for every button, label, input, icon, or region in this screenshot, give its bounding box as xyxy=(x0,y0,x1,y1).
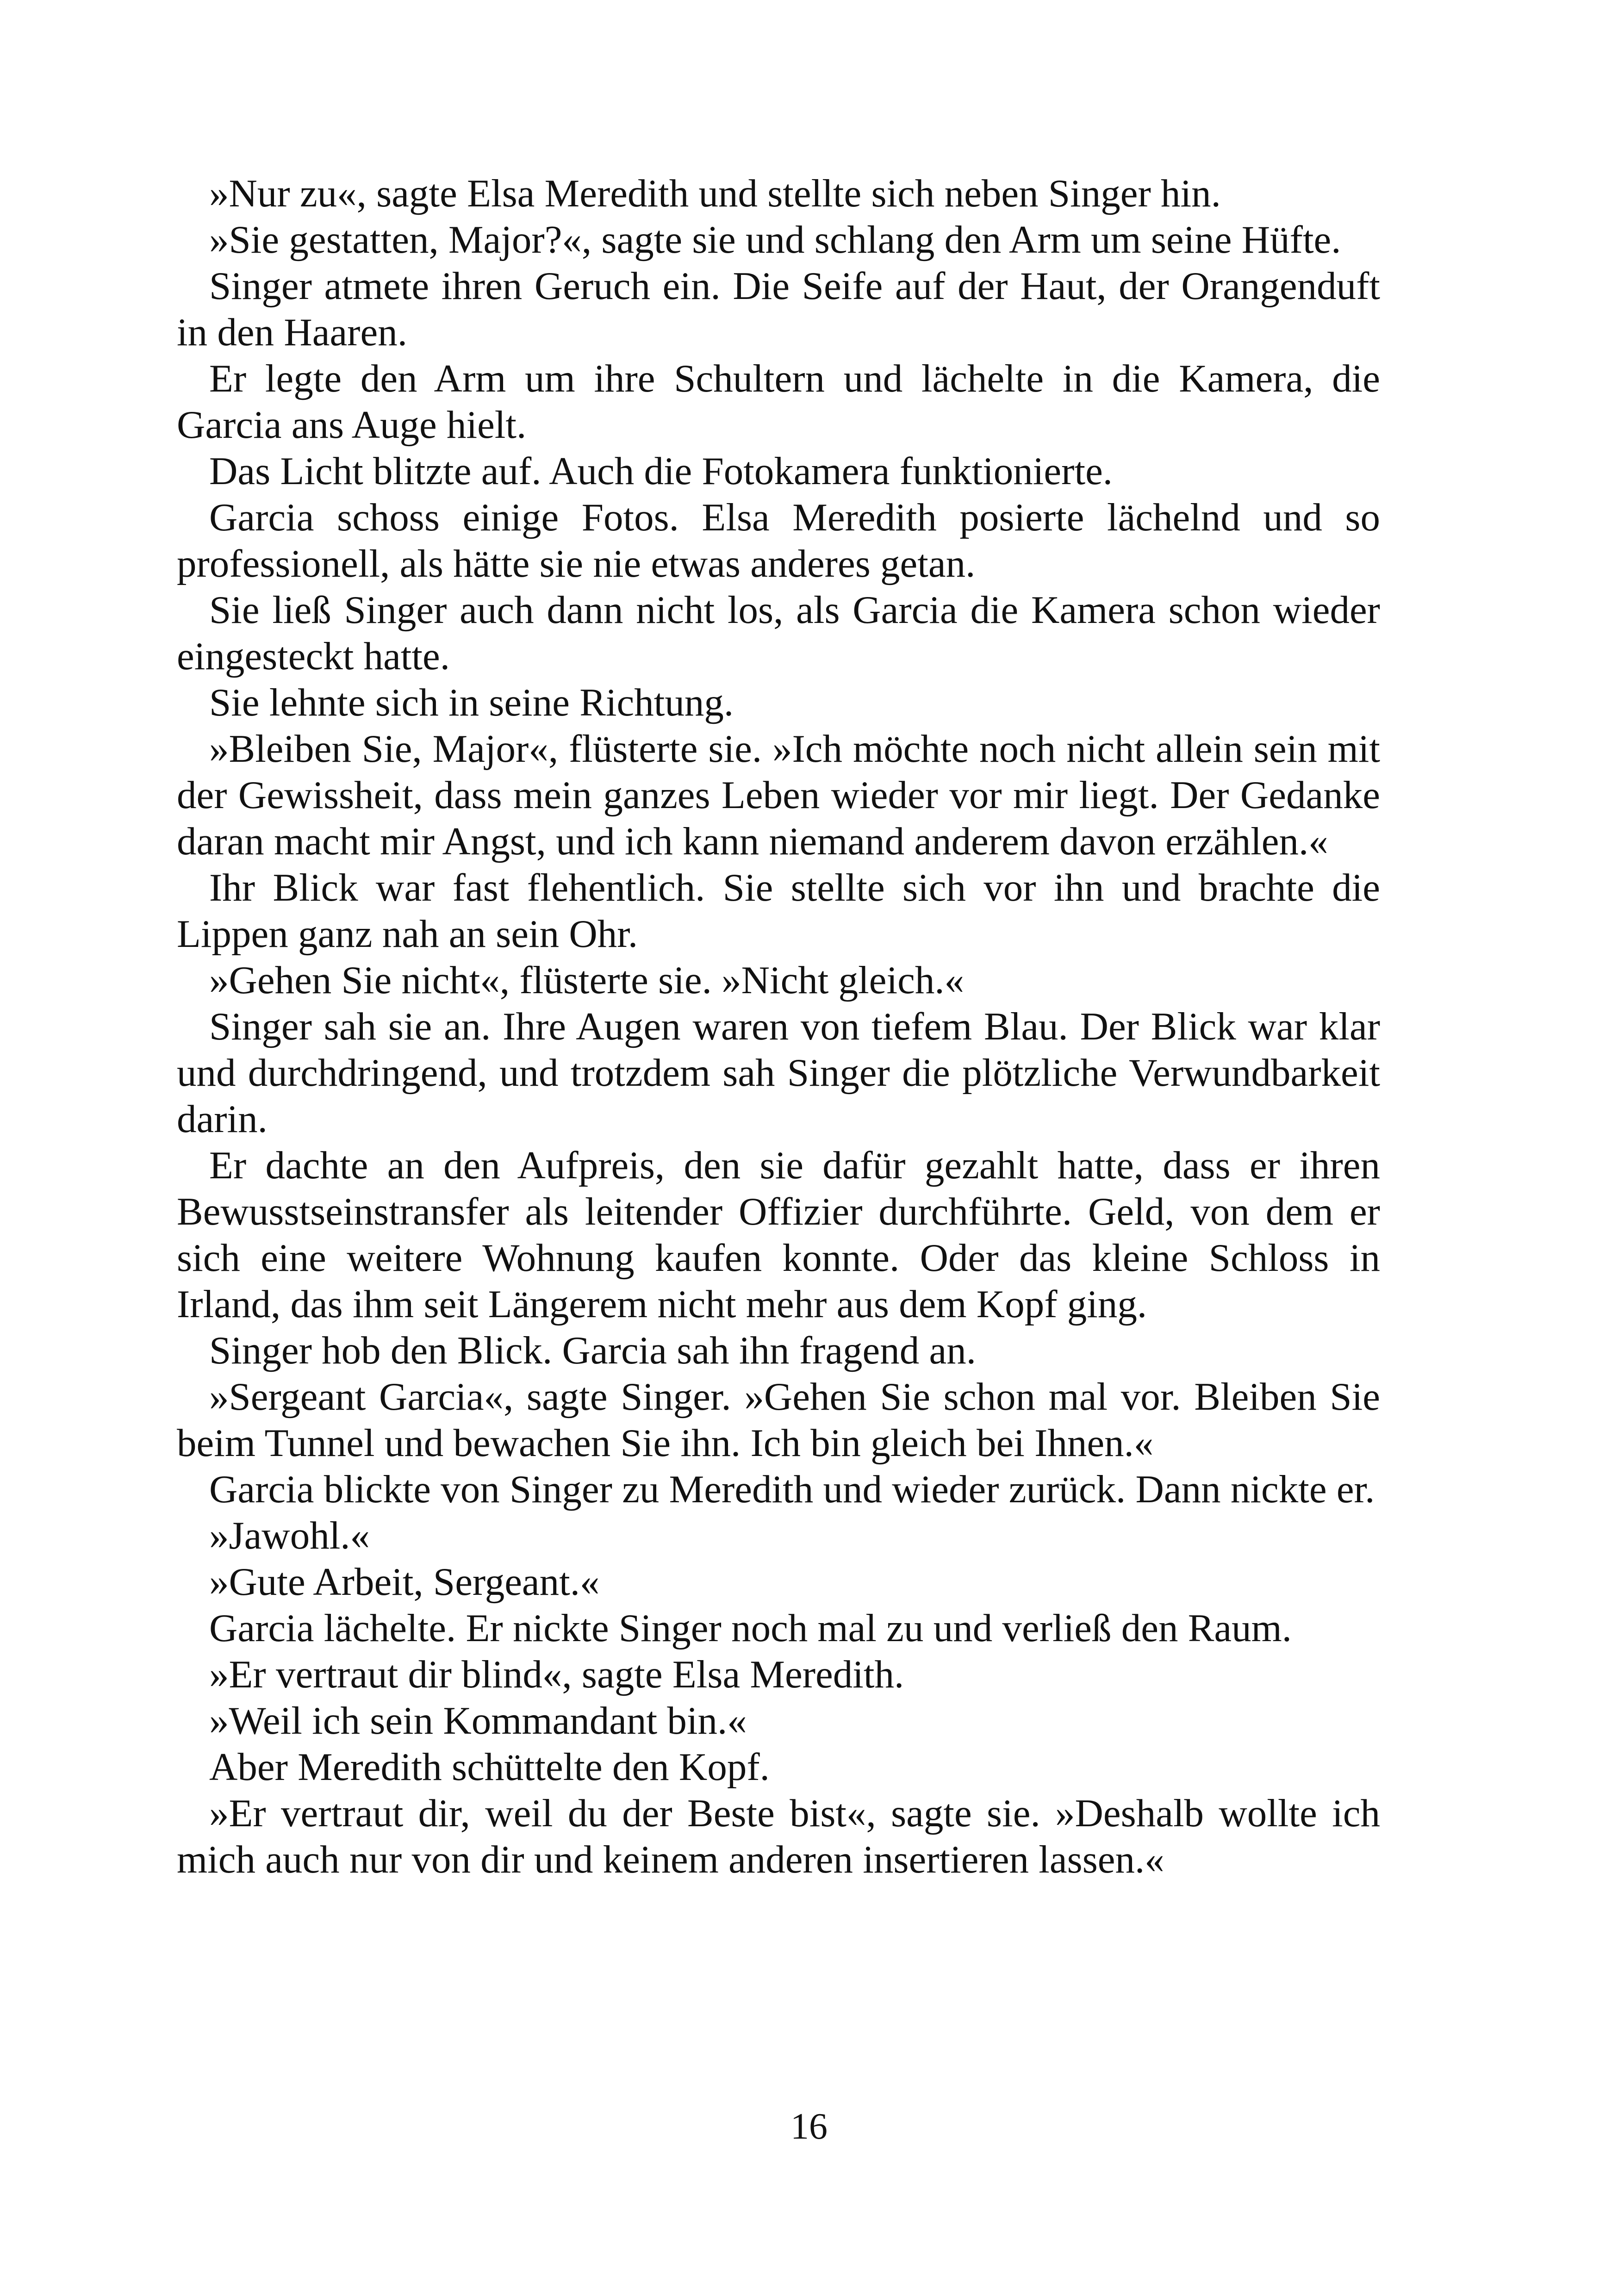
paragraph: »Sergeant Garcia«, sagte Singer. »Gehen Sie schon mal vor. Bleiben Sie beim Tunnel und bewachen Sie ihn. Ich bin gleich bei Ihnen.« xyxy=(177,1375,1380,1465)
paragraph: Singer hob den Blick. Garcia sah ihn fragend an. xyxy=(209,1329,977,1372)
paragraph: »Er vertraut dir blind«, sagte Elsa Meredith. xyxy=(209,1653,904,1696)
paragraph: »Weil ich sein Kommandant bin.« xyxy=(209,1699,747,1742)
paragraph: »Jawohl.« xyxy=(209,1514,370,1557)
paragraph: Ihr Blick war fast flehentlich. Sie stellte sich vor ihn und brachte die Lippen ganz nah an sein Ohr. xyxy=(177,866,1380,956)
paragraph: Singer sah sie an. Ihre Augen waren von tiefem Blau. Der Blick war klar und durchdringend, und trotzdem sah Singer die plötzliche Verwundbarkeit darin. xyxy=(177,1005,1380,1141)
page-number: 16 xyxy=(790,2106,828,2147)
body-text xyxy=(177,170,1380,1883)
paragraph: Sie ließ Singer auch dann nicht los, als Garcia die Kamera schon wieder eingesteckt hatte. xyxy=(177,588,1380,678)
paragraph: Singer atmete ihren Geruch ein. Die Seife auf der Haut, der Orangenduft in den Haaren. xyxy=(177,264,1380,354)
paragraph: Garcia schoss einige Fotos. Elsa Meredith posierte lächelnd und so professionell, als hätte sie nie etwas anderes getan. xyxy=(177,496,1380,585)
paragraph: Er dachte an den Aufpreis, den sie dafür gezahlt hatte, dass er ihren Bewusstseinstransfer als leitender Offizier durchführte. Geld, von dem er sich eine weitere Wohnung kaufen konnte. Oder das kleine Schloss in Irland, das ihm seit Längerem nicht mehr aus dem Kopf ging. xyxy=(177,1144,1380,1326)
paragraph: »Bleiben Sie, Major«, flüsterte sie. »Ich möchte noch nicht allein sein mit der Gewissheit, dass mein ganzes Leben wieder vor mir liegt. Der Gedanke daran macht mir Angst, und ich kann niemand anderem davon erzählen.« xyxy=(177,727,1380,863)
paragraph: Garcia blickte von Singer zu Meredith und wieder zurück. Dann nickte er. xyxy=(209,1468,1375,1511)
paragraph: »Nur zu«, sagte Elsa Meredith und stellte sich neben Singer hin. xyxy=(209,172,1221,215)
paragraph: Garcia lächelte. Er nickte Singer noch mal zu und verließ den Raum. xyxy=(209,1606,1292,1650)
paragraph: Sie lehnte sich in seine Richtung. xyxy=(209,681,734,724)
paragraph: »Sie gestatten, Major?«, sagte sie und schlang den Arm um seine Hüfte. xyxy=(209,218,1341,261)
paragraph: »Gute Arbeit, Sergeant.« xyxy=(209,1560,600,1604)
paragraph: Er legte den Arm um ihre Schultern und lächelte in die Kamera, die Garcia ans Auge hielt. xyxy=(177,357,1380,447)
paragraph: »Gehen Sie nicht«, flüsterte sie. »Nicht gleich.« xyxy=(209,958,965,1002)
paragraph: »Er vertraut dir, weil du der Beste bist«, sagte sie. »Deshalb wollte ich mich auch nur von dir und keinem anderen insertieren lassen.« xyxy=(177,1792,1380,1881)
paragraph: Aber Meredith schüttelte den Kopf. xyxy=(209,1745,770,1789)
paragraph: Das Licht blitzte auf. Auch die Fotokamera funktionierte. xyxy=(209,449,1113,493)
